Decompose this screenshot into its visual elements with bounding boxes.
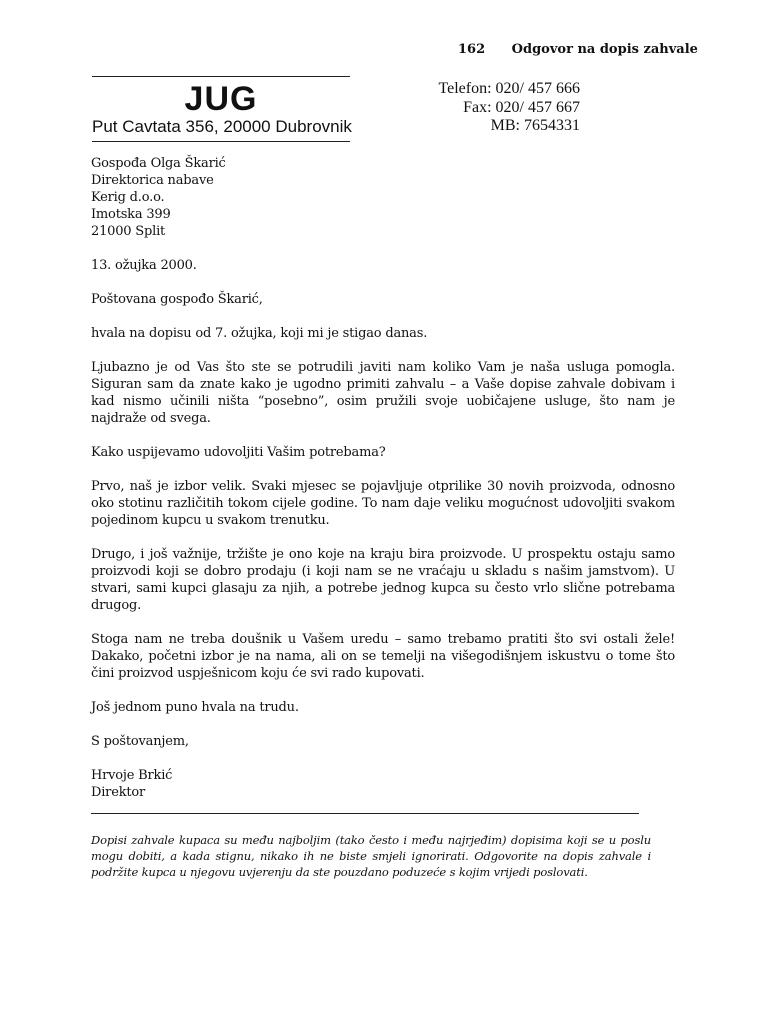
recipient-name: Gospođa Olga Škarić — [91, 156, 226, 171]
page-number: 162 — [458, 42, 486, 57]
letter-body — [91, 155, 675, 818]
page-header — [458, 42, 698, 57]
paragraph-question: Kako uspijevamo udovoljiti Vašim potrebama? — [91, 445, 386, 460]
footer-divider — [91, 813, 639, 814]
paragraph-first-reason: Prvo, naš je izbor velik. Svaki mjesec se pojavljuje otprilike 30 novih proizvoda, odnosno oko stotinu različitih tokom cijele godine. To nam daje veliku mogućnost udovoljiti svakom pojedinom kupcu u svakom trenutku. — [91, 479, 675, 528]
phone-number: Telefon: 020/ 457 666 — [438, 80, 580, 97]
paragraph-second-reason: Drugo, i još važnije, tržište je ono koje na kraju bira proizvode. U prospektu ostaju samo proizvodi koji se dobro prodaju (i koji nam se ne vraćaju u skladu s našim jamstvom). U stvari, sami kupci glasaju za njih, a potrebe jednog kupca su često vrlo slične potrebama drugog. — [91, 547, 675, 613]
recipient-company: Kerig d.o.o. — [91, 190, 165, 205]
section-title: Odgovor na dopis zahvale — [511, 42, 698, 57]
paragraph-thanks: hvala na dopisu od 7. ožujka, koji mi je stigao danas. — [91, 326, 428, 341]
paragraph-conclusion: Stoga nam ne treba doušnik u Vašem uredu – samo trebamo pratiti što svi ostali žele! Dakako, početni izbor je na nama, ali on se temelji na višegodišnjem iskustvu o tome što čini proizvod uspješnicom koju će svi rado kupovati. — [91, 632, 675, 681]
fax-number: Fax: 020/ 457 667 — [463, 98, 580, 116]
company-address: Put Cavtata 356, 20000 Dubrovnik — [92, 117, 352, 136]
signature-block — [91, 767, 675, 801]
letterhead-top-rule — [92, 76, 350, 77]
registration-number: MB: 7654331 — [490, 117, 580, 134]
paragraph-final-thanks: Još jednom puno hvala na trudu. — [91, 700, 299, 715]
recipient-address — [91, 155, 675, 240]
salutation: Poštovana gospođo Škarić, — [91, 292, 263, 307]
letterhead-bottom-rule — [92, 141, 350, 142]
recipient-city: 21000 Split — [91, 224, 166, 239]
company-name: JUG — [184, 80, 258, 118]
contact-block — [438, 80, 580, 136]
recipient-title: Direktorica nabave — [91, 173, 214, 188]
paragraph-kindness: Ljubazno je od Vas što ste se potrudili javiti nam koliko Vam je naša usluga pomogla. Siguran sam da znate kako je ugodno primiti zahvalu – a Vaše dopise zahvale dobivam i kad nismo učinili ništa “posebno”, osim pružili svoje uobičajene usluge, što nam je najdraže od svega. — [91, 360, 675, 426]
footer-note: Dopisi zahvale kupaca su među najboljim (tako često i među najrjeđim) dopisima koji se u poslu mogu dobiti, a kada stignu, nikako ih ne biste smjeli ignorirati. Odgovorite na dopis zahvale i podržite kupca u njegovu uvjerenju da ste pouzdano poduzeće s kojim vrijedi poslovati. — [91, 833, 651, 879]
letter-date: 13. ožujka 2000. — [91, 258, 197, 273]
signature-name: Hrvoje Brkić — [91, 768, 173, 783]
signature-title: Direktor — [91, 785, 146, 800]
closing: S poštovanjem, — [91, 734, 189, 749]
recipient-street: Imotska 399 — [91, 207, 171, 222]
letterhead — [92, 76, 350, 142]
